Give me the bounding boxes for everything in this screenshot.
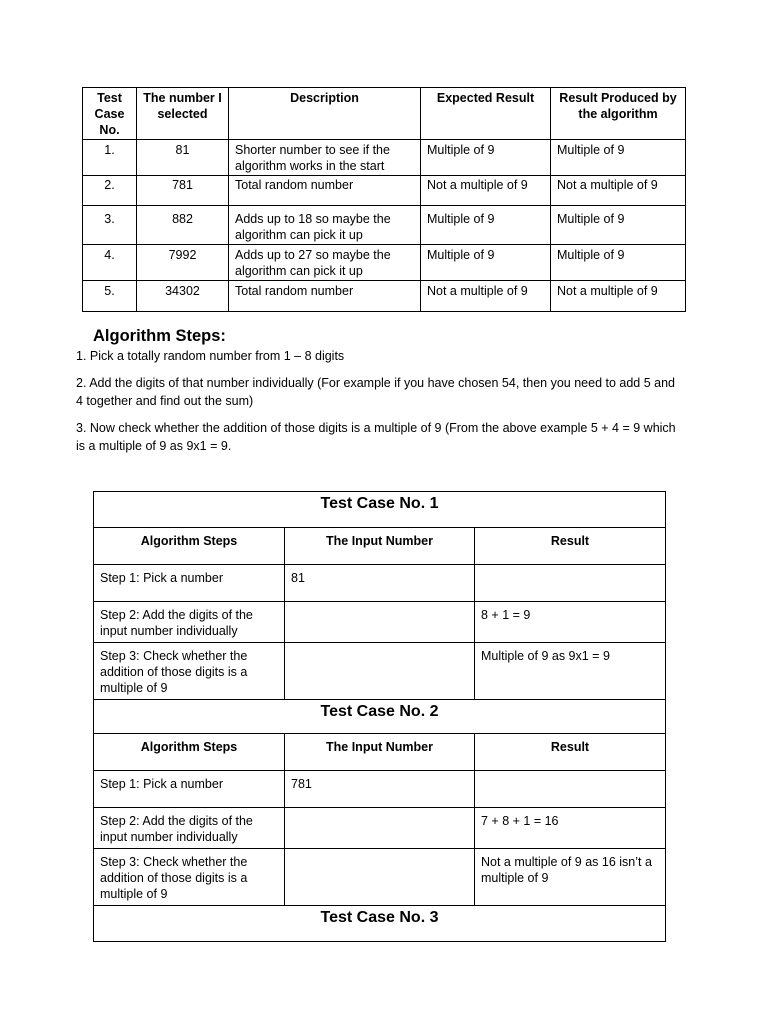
cell-result — [475, 565, 666, 602]
cell-expected: Multiple of 9 — [421, 206, 551, 245]
cell-step: Step 1: Pick a number — [94, 771, 285, 808]
cell-description: Shorter number to see if the algorithm works in the start — [229, 140, 421, 176]
col-header-result: Result — [475, 734, 666, 771]
cell-input — [285, 849, 475, 906]
cell-expected: Not a multiple of 9 — [421, 281, 551, 312]
cell-step: Step 2: Add the digits of the input number individually — [94, 808, 285, 849]
table-row — [94, 808, 666, 849]
col-header-input-number: The Input Number — [285, 528, 475, 565]
table-row — [83, 176, 686, 206]
table-row — [94, 771, 666, 808]
col-header-result: Result — [475, 528, 666, 565]
cell-step: Step 2: Add the digits of the input number individually — [94, 602, 285, 643]
cell-description: Total random number — [229, 281, 421, 312]
algorithm-section — [76, 326, 676, 455]
summary-table — [82, 87, 686, 312]
cell-description: Adds up to 18 so maybe the algorithm can pick it up — [229, 206, 421, 245]
cell-step: Step 3: Check whether the addition of those digits is a multiple of 9 — [94, 643, 285, 700]
header-description: Description — [229, 88, 421, 140]
cell-number: 882 — [137, 206, 229, 245]
cell-input — [285, 808, 475, 849]
cell-case-no: 4. — [83, 245, 137, 281]
cell-input — [285, 643, 475, 700]
cell-result: 8 + 1 = 9 — [475, 602, 666, 643]
cell-produced: Multiple of 9 — [551, 140, 686, 176]
cell-input: 81 — [285, 565, 475, 602]
cell-result: 7 + 8 + 1 = 16 — [475, 808, 666, 849]
cell-input — [285, 602, 475, 643]
cell-result — [475, 771, 666, 808]
cell-produced: Multiple of 9 — [551, 206, 686, 245]
algorithm-heading: Algorithm Steps: — [93, 327, 226, 345]
table-row — [83, 245, 686, 281]
cell-step: Step 3: Check whether the addition of those digits is a multiple of 9 — [94, 849, 285, 906]
test-case-title-row — [94, 700, 666, 734]
col-header-algorithm-steps: Algorithm Steps — [94, 734, 285, 771]
cell-expected: Multiple of 9 — [421, 140, 551, 176]
cell-number: 34302 — [137, 281, 229, 312]
summary-header-row — [83, 88, 686, 140]
cell-expected: Not a multiple of 9 — [421, 176, 551, 206]
cell-produced: Multiple of 9 — [551, 245, 686, 281]
test-case-title-row — [94, 906, 666, 942]
cell-case-no: 2. — [83, 176, 137, 206]
col-header-algorithm-steps: Algorithm Steps — [94, 528, 285, 565]
cell-number: 7992 — [137, 245, 229, 281]
table-row — [94, 602, 666, 643]
header-result-produced: Result Produced by the algorithm — [551, 88, 686, 140]
cell-number: 81 — [137, 140, 229, 176]
table-row — [94, 849, 666, 906]
col-header-input-number: The Input Number — [285, 734, 475, 771]
cell-number: 781 — [137, 176, 229, 206]
cell-description: Total random number — [229, 176, 421, 206]
cell-input: 781 — [285, 771, 475, 808]
test-case-header-row — [94, 734, 666, 771]
cell-case-no: 3. — [83, 206, 137, 245]
test-cases-table — [93, 491, 666, 942]
algorithm-step-3: 3. Now check whether the addition of those digits is a multiple of 9 (From the above example 5 + 4 = 9 which is a multiple of 9 as 9x1 = 9. — [76, 421, 676, 453]
table-row — [94, 643, 666, 700]
test-case-header-row — [94, 528, 666, 565]
cell-result: Not a multiple of 9 as 16 isn’t a multiple of 9 — [475, 849, 666, 906]
cell-case-no: 5. — [83, 281, 137, 312]
cell-produced: Not a multiple of 9 — [551, 281, 686, 312]
table-row — [94, 565, 666, 602]
test-case-1-title: Test Case No. 1 — [94, 492, 666, 528]
test-case-3-title: Test Case No. 3 — [94, 906, 666, 942]
table-row — [83, 140, 686, 176]
table-row — [83, 281, 686, 312]
header-number-selected: The number I selected — [137, 88, 229, 140]
header-test-case-no: Test Case No. — [83, 88, 137, 140]
table-row — [83, 206, 686, 245]
cell-description: Adds up to 27 so maybe the algorithm can pick it up — [229, 245, 421, 281]
cell-step: Step 1: Pick a number — [94, 565, 285, 602]
algorithm-step-1: 1. Pick a totally random number from 1 – 8 digits — [76, 349, 345, 363]
cell-produced: Not a multiple of 9 — [551, 176, 686, 206]
header-expected-result: Expected Result — [421, 88, 551, 140]
algorithm-step-2: 2. Add the digits of that number individually (For example if you have chosen 54, then you need to add 5 and 4 together and find out the sum) — [76, 376, 675, 408]
cell-result: Multiple of 9 as 9x1 = 9 — [475, 643, 666, 700]
test-case-2-title: Test Case No. 2 — [94, 700, 666, 734]
cell-case-no: 1. — [83, 140, 137, 176]
test-case-title-row — [94, 492, 666, 528]
cell-expected: Multiple of 9 — [421, 245, 551, 281]
